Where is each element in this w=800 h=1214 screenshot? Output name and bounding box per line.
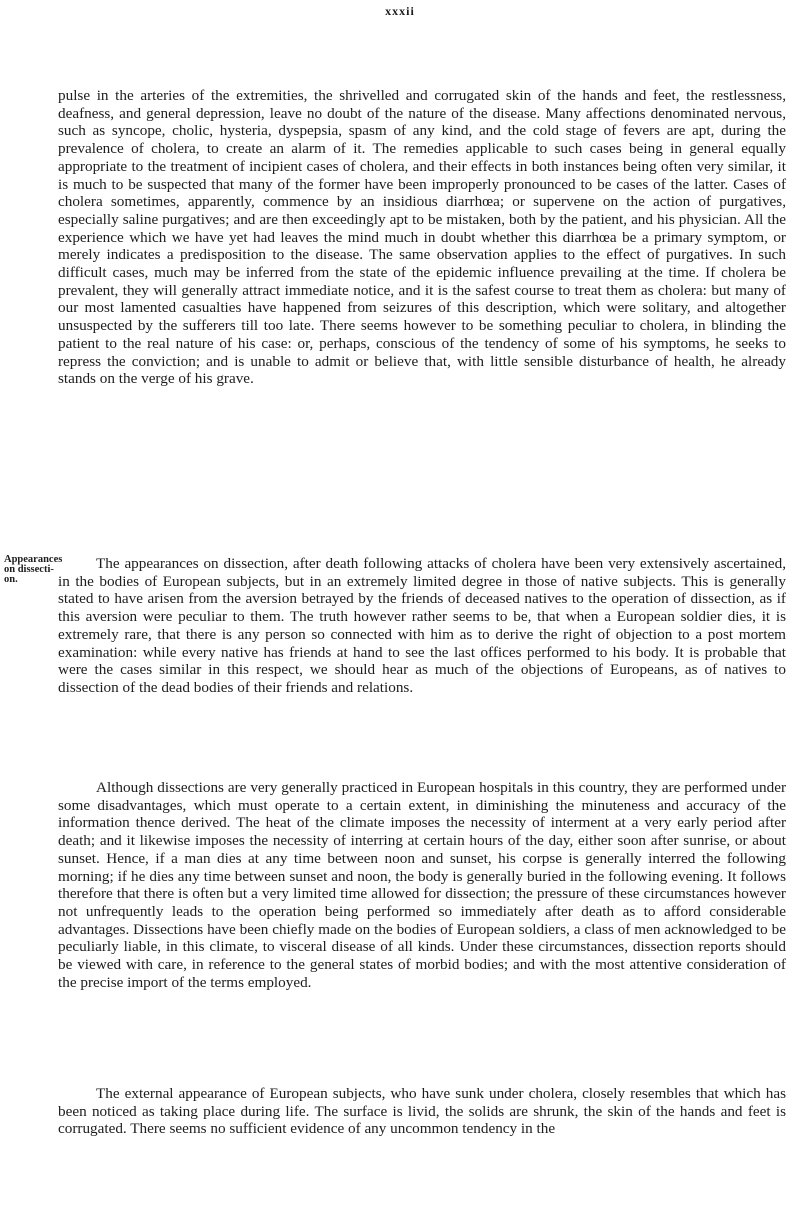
margin-note-line: on dissecti-	[4, 564, 54, 575]
paragraph-continued	[58, 87, 786, 388]
paragraph-appearances-on-dissection	[58, 555, 786, 697]
paragraph-dissections-in-hospitals	[58, 779, 786, 991]
paragraph-external-appearance	[58, 1085, 786, 1138]
margin-note-line: on.	[4, 574, 18, 585]
paragraph-text: The appearances on dissection, after death following attacks of cholera have been very extensively ascertained, in the bodies of European subjects, but in an extremely limited degree in those of native subjects. This is generally stated to have arisen from the aversion betrayed by the friends of deceased natives to the operation of dissection, as if this aversion were peculiar to them. The truth however rather seems to be, that when a European soldier dies, it is extremely rare, that there is any person so connected with him as to derive the right of objection to a post mortem examination: while every native has friends at hand to see the last offices performed to his body. It is probable that were the cases similar in this respect, we should hear as much of the objections of Europeans, as of natives to dissection of the dead bodies of their friends and relations.	[58, 555, 786, 696]
paragraph-text: Although dissections are very generally practiced in European hospitals in this country, they are performed under some disadvantages, which must operate to a certain extent, in diminishing the minuteness and accuracy of the information thence derived. The heat of the climate imposes the necessity of interment at a very early period after death; and it likewise imposes the necessity of interring at certain hours of the day, either soon after sunrise, or about sunset. Hence, if a man dies at any time between noon and sunset, his corpse is generally interred the following morning; if he dies any time between sunset and noon, the body is generally buried in the following evening. It follows therefore that there is often but a very limited time allowed for dissection; the pressure of these circumstances however not unfrequently leads to the operation being performed so immediately after death as to afford considerable advantages. Dissections have been chiefly made on the bodies of European soldiers, a class of men acknowledged to be peculiarly liable, in this climate, to visceral disease of all kinds. Under these circumstances, dissection reports should be viewed with care, in reference to the general states of morbid bodies; and with the most attentive consideration of the precise import of the terms employed.	[58, 779, 786, 991]
margin-note-line: Appearances	[4, 554, 63, 565]
paragraph-text: pulse in the arteries of the extremities, the shrivelled and corrugated skin of the hands and feet, the restlessness, deafness, and general depression, leave no doubt of the nature of the disease. Many affections denominated nervous, such as syncope, cholic, hysteria, dyspepsia, spasm of any kind, and the cold stage of fevers are apt, during the prevalence of cholera, to create an alarm of it. The remedies applicable to such cases being in general equally appropriate to the treatment of incipient cases of cholera, and their effects in both instances being often very similar, it is much to be suspected that many of the former have been improperly pronounced to be cases of the latter. Cases of cholera sometimes, apparently, commence by an insidious diarrhœa; or supervene on the action of purgatives, especially saline purgatives; and are then exceedingly apt to be mistaken, both by the patient, and his physician. All the experience which we have yet had leaves the mind much in doubt whether this diarrhœa be a primary symptom, or merely indicates a predisposition to the disease. The same observation applies to the effect of purgatives. In such difficult cases, much may be inferred from the state of the epidemic influence prevailing at the time. If cholera be prevalent, they will generally attract immediate notice, and it is the safest course to treat them as cholera: but many of our most lamented casualties have happened from seizures of this description, which were solitary, and altogether unsuspected by the sufferers till too late. There seems however to be something peculiar to cholera, in blinding the patient to the real nature of his case: or, perhaps, conscious of the tendency of some of his symptoms, he seeks to repress the conviction; and is unable to admit or believe that, with little sensible disturbance of health, he already stands on the verge of his grave.	[58, 87, 786, 388]
paragraph-text: The external appearance of European subjects, who have sunk under cholera, closely resembles that which has been noticed as taking place during life. The surface is livid, the solids are shrunk, the skin of the hands and feet is corrugated. There seems no sufficient evidence of any uncommon tendency in the	[58, 1085, 786, 1138]
margin-note	[4, 554, 63, 585]
page-number: xxxii	[385, 4, 415, 18]
